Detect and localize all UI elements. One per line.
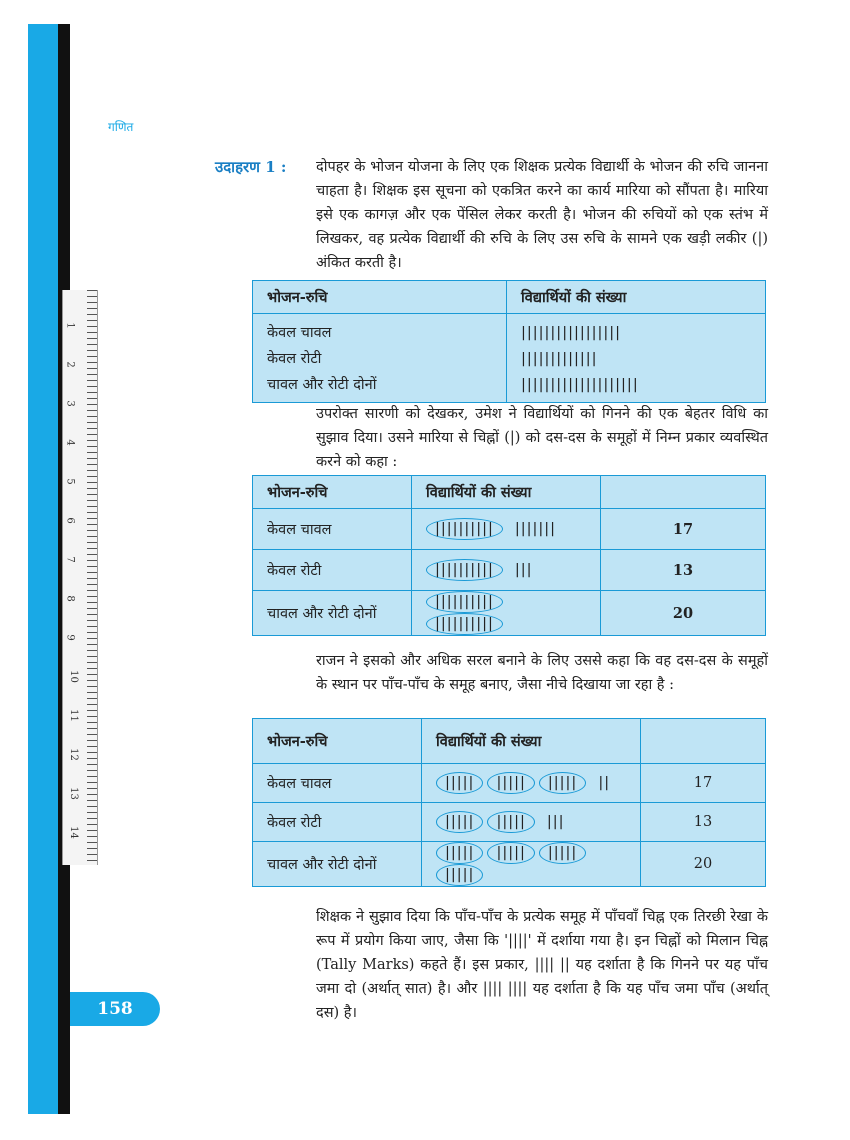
ruler-mark: 11 (67, 709, 79, 722)
tally-group: ||||| (436, 842, 483, 864)
tally-group: ||||| (436, 772, 483, 794)
ruler-mark: 10 (67, 670, 79, 683)
row-count: 13 (601, 550, 766, 591)
row-label: चावल और रोटी दोनों (253, 842, 422, 887)
page-edge-blue-bar (28, 24, 58, 1114)
tally-group: |||||||||| (426, 559, 503, 581)
ruler-mark: 5 (64, 478, 76, 485)
table3-header-count: विद्यार्थियों की संख्या (422, 719, 641, 764)
row-tally (412, 509, 601, 550)
row-count: 20 (601, 591, 766, 636)
row-count: 20 (641, 842, 766, 887)
example-label: उदाहरण 1 : (215, 158, 287, 176)
table-row (253, 509, 766, 550)
ruler-mark: 6 (64, 517, 76, 524)
row-count: 13 (641, 803, 766, 842)
ruler-mark: 8 (64, 595, 76, 602)
tally-group: |||||||||| (426, 591, 503, 613)
tally-remainder: ||| (514, 562, 533, 578)
table2-header-food: भोजन-रुचि (253, 476, 412, 509)
table1-label: केवल रोटी (267, 351, 322, 367)
tally-group: |||||||||| (426, 613, 503, 635)
table3-header-total (641, 719, 766, 764)
paragraph-1: दोपहर के भोजन योजना के लिए एक शिक्षक प्रत्येक विद्यार्थी के भोजन की रुचि जानना चाहता है। शिक्षक इस सूचना को एकत्रित करने का कार्य मारिया को सौंपता है। मारिया इसे एक कागज़ और एक पेंसिल लेकर करती है। भोजन की रुचियों को एक स्तंभ में लिखकर, वह प्रत्येक विद्यार्थी की रुचि के लिए उस रुचि के सामने एक खड़ी लकीर (|) अंकित करती है। (316, 159, 768, 271)
ruler-mark: 4 (64, 439, 76, 446)
row-label: केवल रोटी (253, 550, 412, 591)
table1-tallies (507, 314, 766, 403)
tally-remainder: || (598, 775, 611, 791)
paragraph-3: राजन ने इसको और अधिक सरल बनाने के लिए उससे कहा कि वह दस-दस के समूहों के स्थान पर पाँच-पाँच के समूह बनाए, जैसा नीचे दिखाया जा रहा है : (316, 653, 768, 693)
row-tally (422, 803, 641, 842)
tally-group: ||||| (436, 811, 483, 833)
row-count: 17 (641, 764, 766, 803)
row-label: केवल चावल (253, 509, 412, 550)
tally-group: ||||| (539, 842, 586, 864)
row-tally (422, 764, 641, 803)
table1-header-count: विद्यार्थियों की संख्या (507, 281, 766, 314)
table-row (253, 591, 766, 636)
page-number: 158 (70, 992, 160, 1026)
table-tally-fives (252, 718, 766, 887)
table1-label: केवल चावल (267, 325, 332, 341)
row-tally (422, 842, 641, 887)
tally-group: ||||| (487, 842, 534, 864)
table-tally-tens (252, 475, 766, 636)
ruler-mark: 2 (64, 361, 76, 368)
table-tally-raw (252, 280, 766, 403)
tally-group: ||||| (487, 772, 534, 794)
tally-group: |||||||||| (426, 518, 503, 540)
table-row (253, 842, 766, 887)
tally-remainder: ||||||| (514, 521, 557, 537)
table1-label: चावल और रोटी दोनों (267, 377, 377, 393)
paragraph-4: शिक्षक ने सुझाव दिया कि पाँच-पाँच के प्रत्येक समूह में पाँचवाँ चिह्न एक तिरछी रेखा के रूप में प्रयोग किया जाए, जैसा कि '||||' में दर्शाया गया है। इन चिह्नों को मिलान चिह्न (Tally Marks) कहते हैं। इस प्रकार, |||| || यह दर्शाता है कि गिनने पर यह पाँच जमा दो (अर्थात् सात) है। और |||| |||| यह दर्शाता है कि यह पाँच जमा पाँच (अर्थात् दस) है। (316, 909, 768, 1021)
table-row (253, 764, 766, 803)
row-count: 17 (601, 509, 766, 550)
tally-remainder: ||| (546, 814, 565, 830)
table2-header-count: विद्यार्थियों की संख्या (412, 476, 601, 509)
row-tally (412, 591, 601, 636)
table1-labels (253, 314, 507, 403)
table-row (253, 550, 766, 591)
ruler-mark: 13 (67, 787, 79, 800)
tally-group: ||||| (539, 772, 586, 794)
ruler-mark: 12 (67, 748, 79, 761)
ruler-mark: 7 (64, 556, 76, 563)
ruler-mark: 9 (64, 634, 76, 641)
table2-header-total (601, 476, 766, 509)
tally-group: ||||| (436, 864, 483, 886)
ruler-mark: 14 (67, 826, 79, 839)
row-label: केवल रोटी (253, 803, 422, 842)
table1-tally: ||||||||||||||||| (521, 325, 622, 341)
ruler (62, 290, 98, 865)
ruler-mark: 3 (64, 400, 76, 407)
paragraph-2: उपरोक्त सारणी को देखकर, उमेश ने विद्यार्थियों को गिनने की एक बेहतर विधि का सुझाव दिया। उसने मारिया से चिह्नों (|) को दस-दस के समूहों में निम्न प्रकार व्यवस्थित करने को कहा : (316, 406, 768, 470)
table1-tally: ||||||||||||| (521, 351, 598, 367)
row-tally (412, 550, 601, 591)
table1-header-food: भोजन-रुचि (253, 281, 507, 314)
table-row (253, 803, 766, 842)
row-label: चावल और रोटी दोनों (253, 591, 412, 636)
row-label: केवल चावल (253, 764, 422, 803)
page-header: गणित (108, 120, 134, 134)
table3-header-food: भोजन-रुचि (253, 719, 422, 764)
ruler-mark: 1 (64, 322, 76, 329)
table1-tally: |||||||||||||||||||| (521, 377, 639, 393)
tally-group: ||||| (487, 811, 534, 833)
